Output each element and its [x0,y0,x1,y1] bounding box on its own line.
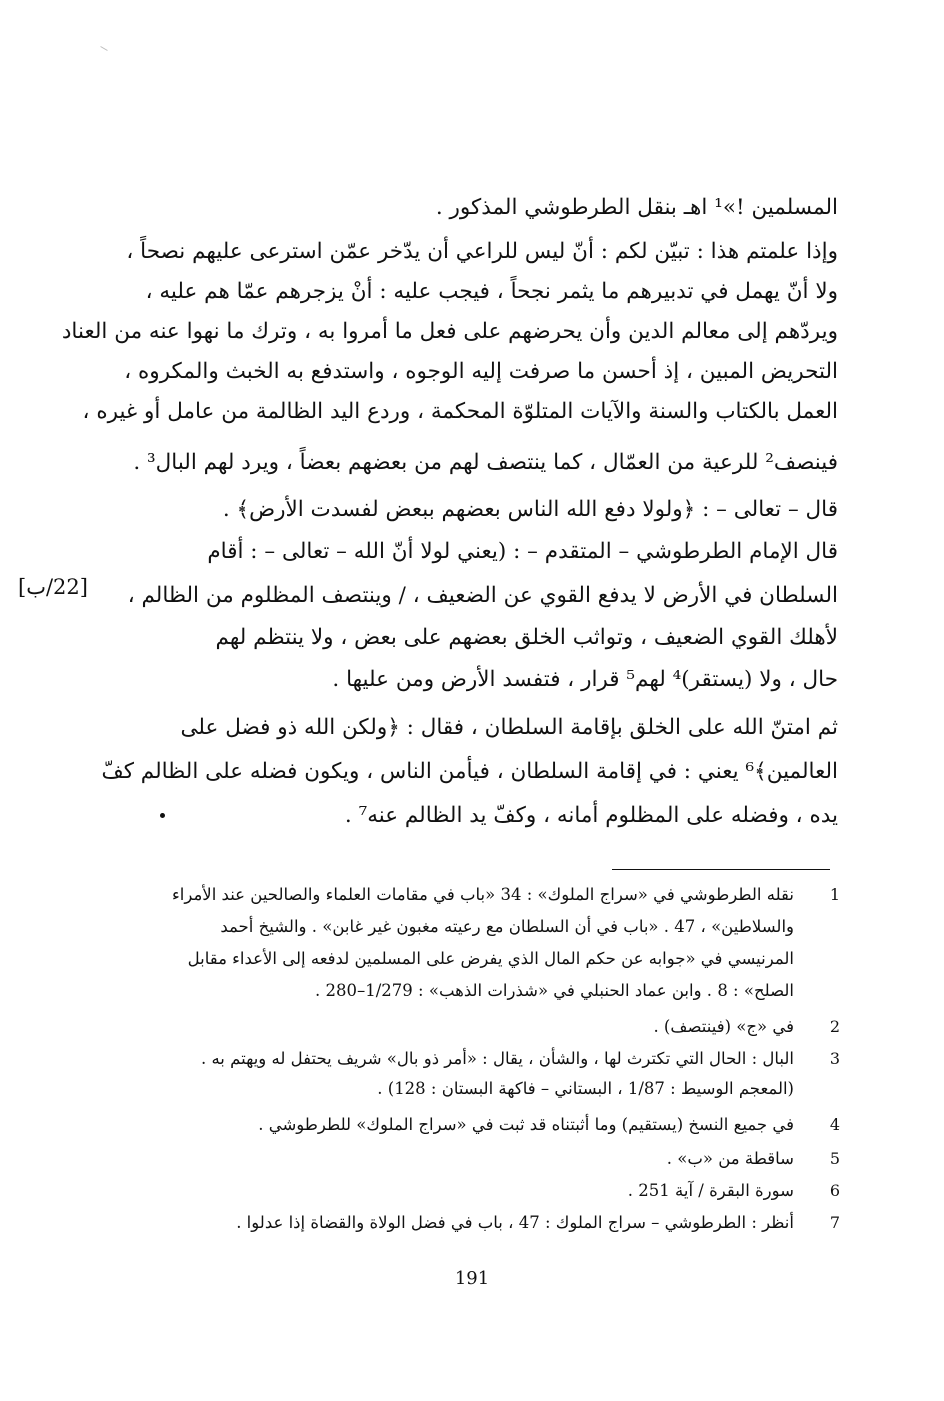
body-line-14: العالمين﴾⁶ يعني : في إقامة السلطان ، فيأمن الناس ، ويكون فضله على الظالم كفّ [101,759,838,784]
manuscript-folio-ref: [22/ب] [18,575,88,599]
footnote-line: في جميع النسخ (يستقيم) وما أثبتناه قد ثبت في «سراج الملوك» للطرطوشي . [258,1115,794,1134]
footnote-number: 5 [829,1149,840,1168]
body-line-12: حال ، ولا (يستقر)⁴ لهم⁵ قرار ، فتفسد الأرض ومن عليها . [332,667,838,692]
footnote-line: والسلاطين» ، 47 . «باب في أن السلطان مع رعيته مغبون غير غابن» . والشيخ أحمد [220,917,794,936]
footnote-line: (المعجم الوسيط : 1/87 ، البستاني – فاكهة البستان : 128) . [377,1079,794,1098]
footnote-line: الصلح» : 8 . وابن عماد الحنبلي في «شذرات الذهب» : 1/279–280 . [315,981,794,1000]
body-line-6: العمل بالكتاب والسنة والآيات المتلوّة المحكمة ، وردع اليد الظالمة من عامل أو غيره ، [82,399,838,424]
body-line-11: لأهلك القوي الضعيف ، وتواثب الخلق بعضهم على بعض ، ولا ينتظم لهم [215,625,838,650]
footnote-separator [612,869,830,870]
footnote-line: سورة البقرة / آية 251 . [627,1181,794,1200]
body-line-3: ولا أنّ يهمل في تدبيرهم ما يثمر نجحاً ، فيجب عليه : أنْ يزجرهم عمّا هم عليه ، [145,279,838,304]
body-line-7: فينصف² للرعية من العمّال ، كما ينتصف لهم من بعضهم بعضاً ، ويرد لهم البال³ . [133,450,838,475]
footnote-number: 1 [829,885,840,904]
body-line-5: التحريض المبين ، إذ أحسن ما صرفت إليه الوجوه ، واستدفع به الخبث والمكروه ، [124,359,838,384]
footnote-number: 3 [829,1049,840,1068]
body-line-13: ثم امتنّ الله على الخلق بإقامة السلطان ، فقال : ﴿ولكن الله ذو فضل على [180,715,838,740]
footnote-line: أنظر : الطرطوشي – سراج الملوك : 47 ، باب في فضل الولاة والقضاة إذا عدلوا . [236,1213,794,1232]
page-number: 191 [454,1268,490,1289]
footnote-line: نقله الطرطوشي في «سراج الملوك» : 34 «باب في مقامات العلماء والصالحين عند الأمراء [172,885,794,904]
footnote-line: البال : الحال التي تكترث لها ، والشأن ، يقال : «أمر ذو بال» شريف يحتفل له ويهتم به . [200,1049,794,1068]
body-line-9: قال الإمام الطرطوشي – المتقدم – : (يعني لولا أنّ الله – تعالى – : أقام [207,539,838,564]
footnote-number: 7 [829,1213,840,1232]
body-line-10: السلطان في الأرض لا يدفع القوي عن الضعيف ، / وينتصف المظلوم من الظالم ، [127,583,838,608]
footnote-line: ساقطة من «ب» . [666,1149,794,1168]
body-line-1: المسلمين !»¹ اهـ بنقل الطرطوشي المذكور . [435,195,838,220]
body-line-2: وإذا علمتم هذا : تبيّن لكم : أنّ ليس للراعي أن يدّخر عمّن استرعى عليهم نصحاً ، [126,239,838,264]
footnote-line: المرنيسي في «جوابه عن حكم المال الذي يفرض على المسلمين لدفعه إلى الأعداء مقابل [187,949,794,968]
body-line-15: يده ، وفضله على المظلوم أمانه ، وكفّ يد الظالم عنه⁷ . [344,803,838,828]
footnote-line: في «ج» (فينتصف) . [653,1017,794,1036]
body-line-8: قال – تعالى – : ﴿ولولا دفع الله الناس بعضهم ببعض لفسدت الأرض﴾ . [222,497,838,522]
margin-dot [160,813,165,818]
footnote-number: 4 [829,1115,840,1134]
scan-mark [100,46,107,51]
footnote-number: 2 [829,1017,840,1036]
footnote-number: 6 [829,1181,840,1200]
body-line-4: ويردّهم إلى معالم الدين وأن يحرضهم على فعل ما أمروا به ، وترك ما نهوا عنه من العناد [61,319,838,344]
